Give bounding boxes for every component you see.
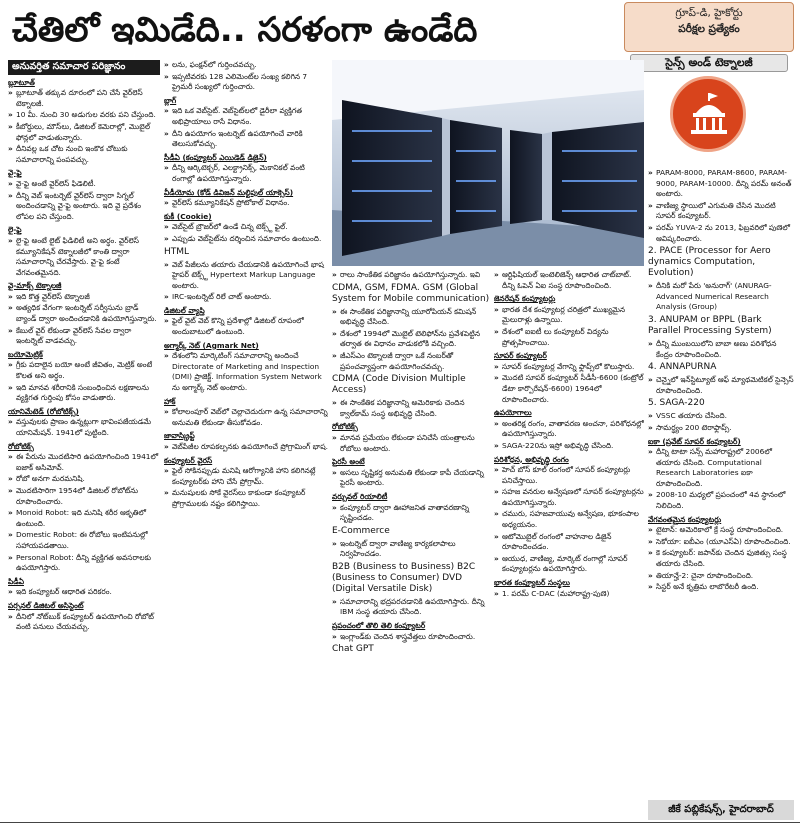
section-heading: వీడీయోమ (కోడ్ డివిజన్ మల్టిపుల్ యాక్సెస్) (164, 187, 294, 197)
bullet-item: » ఇప్పటివరకు 128 ఎలిమెంట్‌ల సంఖ్య కలిగిన 7 ప్రైమరీ సంఖ్యలో గుర్తించారు. (164, 72, 328, 93)
section-heading: భారత కంప్యూటర్ సంస్థలు (494, 578, 570, 588)
section-heading: పైరసీ అంటే (332, 457, 365, 467)
bullet-item: » ఆర్టిఫిషియల్ ఇంటెలిజెన్స్ ఆధారిత చాట్‌బాట్. దీన్ని ఓపెన్ ఏఐ సంస్థ రూపొందించింది. (494, 270, 644, 291)
column-2-body (164, 60, 328, 510)
badge-exam-label (624, 2, 794, 52)
column-5 (648, 168, 794, 816)
bullet-item: » రోబో అనగా మరమనిషి. (8, 474, 160, 485)
badge-emblem (670, 76, 746, 152)
bullet-item: » ఇంటర్నెట్ ద్వారా వాణిజ్య కార్యకలాపాలు నిర్వహించడం. (332, 539, 490, 560)
bullet-item: » ఎప్పుడు వెబ్‌సైట్‌ను దర్శించిన సమాచారం ఉంటుంది. (164, 234, 328, 245)
section-heading: కుకీ (Cookie) (164, 211, 212, 221)
column-1-body (8, 78, 160, 633)
section-heading: బ్లూటూత్ (8, 77, 35, 87)
column-2 (164, 60, 328, 816)
bullet-item: » Personal Robot: దీన్ని వ్యక్తిగత అవసరాలకు ఉపయోగిస్తారు. (8, 553, 160, 574)
section-heading: సూపర్ కంప్యూటర్ (494, 351, 547, 361)
building-icon (686, 91, 732, 137)
section-heading: ప్రపంచంలో తొలి తెలి కంప్యూటర్ (332, 621, 426, 631)
section-heading: పరిశోధన, అభివృద్ధి రంగం (494, 454, 569, 464)
bullet-item: » రాలు సాంకేతిక పరిజ్ఞానం ఉపయోగిస్తున్నారు. ఇవి (332, 270, 490, 281)
bullet-item: » Monoid Robot: ఇది మనిషి శరీర ఆకృతిలో ఉంటుంది. (8, 508, 160, 529)
bullet-item: » Domestic Robot: ఈ రోబోలు ఇంటిపనుల్లో సహాయపడతాయి. (8, 530, 160, 551)
bullet-item: » దీనికి మరో పేరు 'అనురాగ్' (ANURAG- Advanced Numerical Research Analysis (Group) (648, 281, 794, 313)
bullet-item: » ఇది కంప్యూటర్ ఆధారిత పరికరం. (8, 587, 160, 598)
bullet-item: » దేశంలోని మార్కెటింగ్ సమాచారాన్ని అందించే Directorate of Marketing and Inspection (DMI) ప్రాజెక్ట్. Information System Network ను అగ్మార్క్ నెట్ అంటారు. (164, 351, 328, 393)
section-heading: ఉపయోగాలు (494, 408, 532, 418)
bullet-item: » సెకోయా: ఐబీఎం (యూఎస్ఏ) రూపొందించింది. (648, 537, 794, 548)
bullet-item: » చెన్నైలో ఇన్‌స్టిట్యూట్ ఆఫ్ మ్యాథమెటికల్ సైన్సెస్ రూపొందించింది. (648, 375, 794, 396)
bullet-item: » SAGA-220ను ఇస్రో అభివృద్ధి చేసింది. (494, 441, 644, 452)
bullet-item: » ఆయుధ, వాణిజ్య, మార్కెట్ రంగాల్లో సూపర్ కంప్యూటర్లను ఉపయోగిస్తారు. (494, 554, 644, 575)
section-heading: యానిమేటెడ్ (రోబోటిక్స్) (8, 406, 79, 416)
bullet-item: » IRC-ఇంటర్నెట్ రిలే చాట్ అంటారు. (164, 292, 328, 303)
bullet-item: » ఇంగ్లాండ్‌కు చెందిన శాస్త్రవేత్తలు రూపొందించారు. (332, 632, 490, 643)
section-heading: బ్లాగ్ (164, 95, 177, 105)
bullet-item: » ఇది మానవ శరీరానికి సంబంధించిన లక్షణాలను వ్యక్తిగత గుర్తింపు కోసం వాడుతారు. (8, 383, 160, 404)
badge-line1: గ్రూప్-డి, హైకోర్టు (675, 7, 743, 19)
section-heading: కంప్యూటర్ వైరస్ (164, 455, 213, 465)
bullet-item: » 10 మీ. నుంచి 30 అడుగుల వరకు పని చేస్తుంది. (8, 110, 160, 121)
badge-subject: సైన్స్ అండ్ టెక్నాలజీ (630, 54, 788, 72)
section-heading: లై-ఫై (8, 225, 22, 235)
bullet-item: » జీఎస్ఎం టెక్నాలజీ ద్వారా ఒకే నంబర్‌తో ప్రపంచవ్యాప్తంగా ఉపయోగించవచ్చు. (332, 351, 490, 372)
bullet-item: » దీన్ని ఆర్కిటెక్చర్, ఎలక్ట్రానిక్స్, మెకానికల్ వంటి రంగాల్లో ఉపయోగిస్తున్నారు. (164, 163, 328, 184)
bullet-item: » వెబ్‌పేజీల రూపకల్పనకు ఉపయోగించే ప్రోగ్రామింగ్ భాష. (164, 442, 328, 453)
section-heading: బయోమెట్రిక్ (8, 349, 43, 359)
supercomputer-photo (332, 60, 644, 266)
bullet-item: » అసలు సృష్టికర్త అనుమతి లేకుండా కాపీ చేయడాన్ని పైరసీ అంటారు. (332, 468, 490, 489)
english-term: 2. PACE (Processor for Aero dynamics Computation, Evolution) (648, 246, 771, 279)
bullet-item: » వాణిజ్య స్థాయిలో ఎగుమతి చేసిన మొదటి సూపర్ కంప్యూటర్. (648, 201, 794, 222)
section-heading: వర్చువల్ రియాలిటీ (332, 491, 388, 501)
bullet-item: » ఫైల్ సోకినప్పుడు మనిషి ఆరోగ్యానికి హాని కలిగినట్లే కంప్యూటర్‌కు హాని చేసే ప్రోగ్రామ్. (164, 466, 328, 487)
bullet-item: » వస్తువులకు ప్రాణం ఉన్నట్లుగా భావింపజేయడమే యానిమేషన్. 1941లో పుట్టింది. (8, 417, 160, 438)
english-term: 4. ANNAPURNA (648, 362, 717, 373)
bullet-item: » చమురు, సహజవాయువు అన్వేషణ, భూకంపాల అధ్యయనం. (494, 509, 644, 530)
bullet-item: » PARAM-8000, PARAM-8600, PARAM-9000, PARAM-10000. దీన్ని పరమ్ అనంత్ అంటారు. (648, 168, 794, 200)
section-heading: జెనరేషన్ కంప్యూటర్లు (494, 294, 556, 304)
section-heading: సీడీఏ (కంప్యూటర్ ఎయిడెడ్ డిజైన్) (164, 152, 267, 162)
english-term: HTML (164, 246, 190, 257)
section-heading: ఐకా (ప్రవేట్ సూపర్ కంప్యూటర్) (648, 436, 741, 446)
section-heading: రోబోటిక్స్ (8, 441, 34, 451)
bullet-item: » సూపర్ కంప్యూటర్ల వేగాన్ని ఫ్లాప్స్‌లో కొలుస్తారు. (494, 362, 644, 373)
bullet-item: » సిస్టర్ అనే కృత్రిమ లాబొరేటరీ ఉంది. (648, 582, 794, 593)
english-term: 5. SAGA-220 (648, 398, 705, 409)
bullet-item: » హెచ్ బోస్ కూల్ రంగంలో సూపర్ కంప్యూటర్లు పనిచేస్తాయి. (494, 465, 644, 486)
bullet-item: » కంప్యూటర్ ద్వారా ఊహాజనిత వాతావరణాన్ని సృష్టించడం. (332, 503, 490, 524)
bullet-item: » దీన్ని టాటా సన్స్ మహారాష్ట్రలో 2006లో తయారు చేసింది. Computational Research Laboratories ఐకా రూపొందించింది. (648, 447, 794, 489)
bullet-item: » వెబ్‌సైట్ బ్రౌజర్‌లో ఉండే చిన్న టెక్స్ట్ ఫైల్. (164, 222, 328, 233)
section-heading: జావాస్క్రిప్ట్ (164, 431, 195, 441)
bullet-item: » దీనిలో నోట్‌బుక్ కంప్యూటర్ ఉపయోగించి రోబోట్ వంటి పనులు చేయవచ్చు. (8, 612, 160, 633)
bullet-item: » మొదటి సూపర్ కంప్యూటర్ సీడీసీ-6600 (కంట్రోల్ డేటా కార్పొరేషన్-6600) 1964లో రూపొందించారు. (494, 373, 644, 405)
section-heading: అగ్మార్క్ నెట్ (Agmark Net) (164, 340, 259, 350)
english-term: Chat GPT (332, 644, 374, 655)
bullet-item: » గ్రీకు పదాలైన బయో అంటే జీవితం, మెట్రిక్ అంటే కొలత అని అర్థం. (8, 360, 160, 381)
bullet-item: » లై-ఫై అంటే లైట్ ఫిడిలిటీ అని అర్థం. వైర్‌లెస్ కమ్యూనికేషన్ టెక్నాలజీలో కాంతి ద్వారా సమాచారాన్ని చేరవేస్తారు. వై-ఫై కంటే వేగవంతమైనది. (8, 236, 160, 278)
bullet-item: » ఈ పేరును మొదటిసారి ఉపయోగించింది 1941లో ఐజాక్ అసిమోవ్. (8, 452, 160, 473)
column-1 (8, 60, 160, 816)
section-heading: వై-ఫై (8, 168, 22, 178)
section-heading: రోబోటిక్స్ (332, 422, 358, 432)
bullet-item: » వై-ఫై అంటే వైర్‌లెస్ ఫిడెలిటీ. (8, 179, 160, 190)
bullet-item: » టైటాన్: అమెరికాలో క్రే సంస్థ రూపొందించింది. (648, 525, 794, 536)
section-heading: పిడీఏ (8, 576, 24, 586)
bullet-item: » దీని ఉపయోగం ఇంటర్నెట్ ఉపయోగించే వారికి తెలుసుకోవచ్చు. (164, 129, 328, 150)
bullet-item: » దేశంలో 1994లో మొబైల్ టెలిఫోన్‌ను ప్రవేశపెట్టిన తర్వాత ఈ విధానం వాడుకలోకి వచ్చింది. (332, 329, 490, 350)
bullet-item: » మనుషులకు సోకే వైరస్‌లు కాకుండా కంప్యూటర్ ప్రోగ్రాములకు నష్టం కలిగిస్తాయి. (164, 488, 328, 509)
sidebar-title: అనువర్తిత సమాచార పరిజ్ఞానం (8, 60, 160, 75)
english-term: CDMA, GSM, FDMA. GSM (Global System for Mobile communication) (332, 282, 490, 304)
bullet-item: » దేశంలో ఐఐటీ లు కంప్యూటర్ విద్యను ప్రోత్సహించాయి. (494, 327, 644, 348)
bullet-item: » ఆటోమొబైల్ రంగంలో వాహనాల డిజైన్ రూపొందించడం. (494, 532, 644, 553)
column-3 (332, 270, 490, 816)
server-room-illustration (332, 60, 644, 266)
bullet-item: » వెబ్ పేజీలను తయారు చేయడానికి ఉపయోగించే భాష హైపర్ టెక్స్ట్ Hypertext Markup Language అంటారు. (164, 260, 328, 292)
bullet-item: » మొదటిసారిగా 1954లో డిజిటల్ రోబోట్‌ను రూపొందించారు. (8, 486, 160, 507)
publisher-credit: జీకే పబ్లికేషన్స్, హైదరాబాద్ (648, 800, 794, 820)
bullet-item: » దీన్ని వెబ్ ఇంటర్నెట్ వైర్‌లెస్ ద్వారా సిగ్నల్ అందించడాన్ని వై-ఫై అంటారు. ఇది వై ప్రదేశం లోపల పని చేస్తుంది. (8, 191, 160, 223)
column-5-body (648, 168, 794, 593)
column-4 (494, 270, 644, 816)
bullet-item: » కేబుల్ వైర్ లేకుండా వైర్‌లెస్ సేవల ద్వారా ఇంటర్నెట్ వాడవచ్చు. (8, 326, 160, 347)
bullet-item: » దీన్ని ముంబయిలోని బాబా అణు పరిశోధన కేంద్రం రూపొందించింది. (648, 339, 794, 360)
bullet-item: » బ్లూటూత్ తక్కువ దూరంలో పని చేసే వైర్‌లెస్ టెక్నాలజీ. (8, 88, 160, 109)
section-heading: హాక్ (164, 396, 176, 406)
section-heading: వై-మాక్స్ టెక్నాలజీ (8, 281, 62, 291)
bullet-item: » ఈ సాంకేతిక పరిజ్ఞానాన్ని యూరోపియన్ కమిషన్ అభివృద్ధి చేసింది. (332, 307, 490, 328)
headline: చేతిలో ఇమిడేది.. సరళంగా ఉండేది (12, 10, 478, 50)
bullet-item: » కె కంప్యూటర్: జపాన్‌కు చెందిన ఫుజిత్సు సంస్థ తయారు చేసింది. (648, 548, 794, 569)
bullet-item: » వైర్‌లెస్ కమ్యూనికేషన్ ప్రోటోకాల్ విధానం. (164, 198, 328, 209)
bullet-item: » దీనివల్ల ఒక చోట నుంచి ఇంకొక చోటుకు సమాచారాన్ని పంపవచ్చు. (8, 144, 160, 165)
bullet-item: » ఫైల్ వైట్ వెబ్ కొన్ని ప్రదేశాల్లో డిజిటల్ రూపంలో అందుబాటులో ఉంటుంది. (164, 316, 328, 337)
english-term: CDMA (Code Division Multiple Access) (332, 374, 466, 396)
bullet-item: » సహజ వనరుల అన్వేషణలో సూపర్ కంప్యూటర్లను ఉపయోగిస్తున్నారు. (494, 487, 644, 508)
bullet-item: » భారత దేశ కంప్యూటర్ల చరిత్రలో ముఖ్యమైన మైలురాళ్లు ఉన్నాయి. (494, 305, 644, 326)
section-heading: పర్సనల్ డిజిటల్ అసిస్టెంట్ (8, 600, 84, 610)
column-4-body (494, 270, 644, 599)
bullet-item: » మానవ ప్రమేయం లేకుండా పనిచేసే యంత్రాలను రోబోలు అంటారు. (332, 433, 490, 454)
bullet-item: » అత్యధిక వేగంగా ఇంటర్నెట్ సర్వీసును బ్రాడ్ బ్యాండ్ ద్వారా అందించడానికి ఉపయోగిస్తున్నారు. (8, 303, 160, 324)
section-heading: డిజిటల్ వ్యాప్తి (164, 305, 205, 315)
bullet-item: » కోలాలంపూర్ వెబ్‌లో చెల్లాచెదురుగా ఉన్న సమాచారాన్ని అనుమతి లేకుండా తీసుకోవడం. (164, 407, 328, 428)
bullet-item: » సామర్థ్యం 200 టెరాఫ్లాప్స్. (648, 423, 794, 434)
bullet-item: » లను, ఫంక్షన్‌లో గుర్తించవచ్చు. (164, 60, 328, 71)
topic-badge (624, 2, 794, 152)
column-3-body (332, 270, 490, 655)
bullet-item: » సమాచారాన్ని భద్రపరచడానికి ఉపయోగిస్తారు. దీన్ని IBM సంస్థ తయారు చేసింది. (332, 597, 490, 618)
bullet-item: » అంతరిక్ష రంగం, వాతావరణ అంచనా, పరిశోధనల్లో ఉపయోగిస్తున్నారు. (494, 419, 644, 440)
bullet-item: » పరమ్ YUVA-2 ను 2013, ఫిబ్రవరిలో పుణెలో ఆవిష్కరించారు. (648, 223, 794, 244)
english-term: 3. ANUPAM or BPPL (Bark Parallel Processing System) (648, 314, 772, 336)
section-heading: వేగవంతమైన కంప్యూటర్లు (648, 514, 722, 524)
bullet-item: » ఇది ఒక వెబ్‌సైట్. వెబ్‌సైట్‌లలో డైరీలా వ్యక్తిగత అభిప్రాయాలు రాసే విధానం. (164, 106, 328, 127)
english-term: E-Commerce (332, 525, 390, 536)
bullet-item: » 2008-10 మధ్యలో ప్రపంచంలో 4వ స్థానంలో నిలిచింది. (648, 490, 794, 511)
bullet-item: » 1. పరమ్ C-DAC (మహారాష్ట్ర-పుణె) (494, 589, 644, 600)
badge-line2: పరీక్షల ప్రత్యేకం (678, 23, 740, 35)
page-divider (0, 822, 800, 823)
bullet-item: » తియాన్హే-2: చైనా రూపొందించింది. (648, 571, 794, 582)
bullet-item: » ఈ సాంకేతిక పరిజ్ఞానాన్ని అమెరికాకు చెందిన క్వాల్‌కామ్ సంస్థ అభివృద్ధి చేసింది. (332, 398, 490, 419)
english-term: B2B (Business to Business) B2C (Business to Consumer) DVD (Digital Versatile Disk) (332, 561, 476, 594)
bullet-item: » VSSC తయారు చేసింది. (648, 411, 794, 422)
bullet-item: » ఇది కొత్త వైర్‌లెస్ టెక్నాలజీ (8, 292, 160, 303)
bullet-item: » కీబోర్డులు, మౌస్‌లు, డిజిటల్ కెమెరాల్లో, మొబైల్ ఫోన్లలో వాడుతున్నారు. (8, 122, 160, 143)
